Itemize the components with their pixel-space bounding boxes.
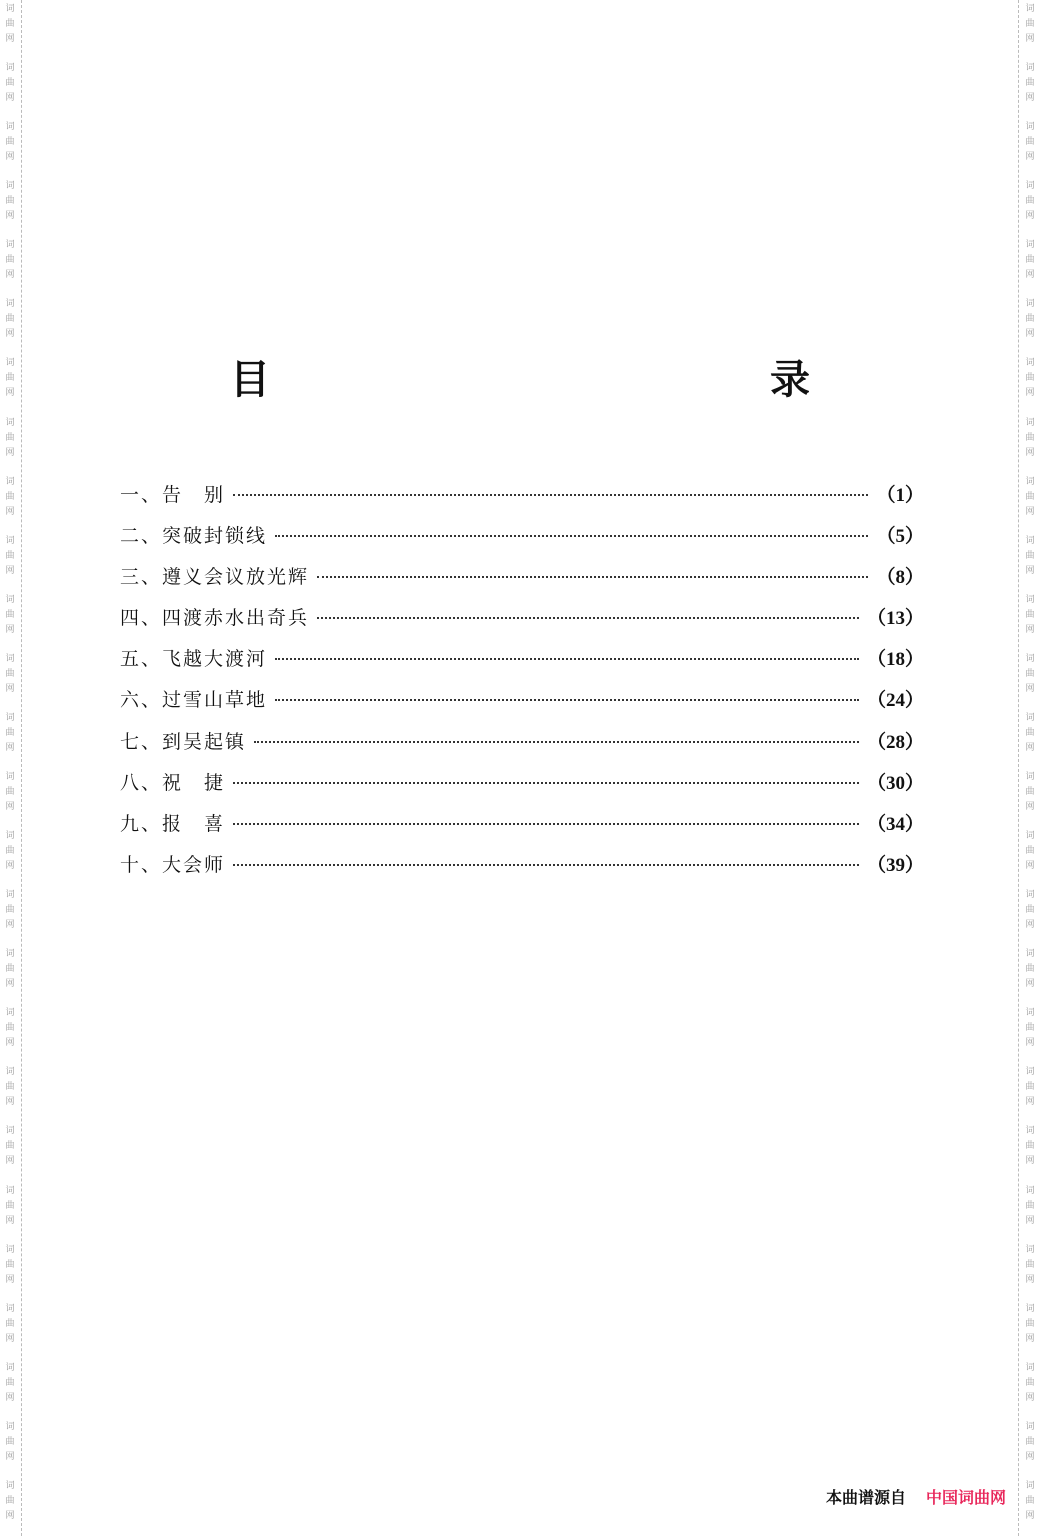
watermark-char: 词	[1025, 1244, 1035, 1255]
watermark-char: 词	[5, 1126, 15, 1137]
watermark-char: 曲	[1025, 1141, 1035, 1152]
watermark-char: 网	[5, 34, 15, 44]
watermark-group	[5, 768, 14, 827]
watermark-char: 词	[1025, 1185, 1035, 1196]
toc-entry[interactable]	[120, 644, 924, 685]
watermark-char: 曲	[1025, 255, 1035, 266]
toc-entry-label: 五、飞越大渡河	[120, 648, 268, 671]
watermark-char: 网	[1025, 979, 1035, 990]
watermark-char: 曲	[5, 1082, 15, 1093]
watermark-char: 词	[5, 1008, 15, 1019]
watermark-group	[1025, 1063, 1034, 1122]
watermark-char: 网	[1025, 1156, 1035, 1167]
watermark-char: 网	[5, 1333, 15, 1344]
watermark-char: 词	[5, 417, 15, 428]
watermark-char: 网	[5, 861, 15, 872]
watermark-char: 曲	[5, 137, 15, 148]
toc-entry-label: 三、遵义会议放光辉	[120, 566, 310, 589]
watermark-group	[1025, 473, 1034, 532]
watermark-group	[1025, 1122, 1034, 1181]
watermark-char: 曲	[5, 19, 15, 29]
left-margin-line	[21, 0, 22, 1536]
toc-entry-label: 八、祝 捷	[120, 771, 226, 794]
watermark-char: 网	[5, 979, 15, 990]
watermark-char: 网	[5, 506, 15, 517]
watermark-char: 词	[1025, 831, 1035, 842]
watermark-group	[1025, 827, 1034, 886]
watermark-char: 网	[1025, 1510, 1035, 1521]
watermark-char: 曲	[1025, 19, 1035, 29]
watermark-char: 曲	[5, 846, 15, 857]
watermark-group	[5, 0, 14, 59]
watermark-char: 网	[5, 152, 15, 163]
watermark-char: 曲	[1025, 314, 1035, 325]
toc-entry[interactable]	[120, 809, 924, 850]
watermark-char: 曲	[5, 787, 15, 798]
watermark-char: 词	[1025, 712, 1035, 723]
watermark-char: 词	[5, 653, 15, 664]
watermark-char: 网	[5, 211, 15, 222]
watermark-group	[1025, 295, 1034, 354]
watermark-char: 曲	[1025, 905, 1035, 916]
watermark-char: 网	[1025, 93, 1035, 104]
watermark-char: 曲	[1025, 1495, 1035, 1506]
watermark-char: 词	[5, 772, 15, 783]
left-watermark-strip	[2, 0, 18, 1536]
watermark-char: 曲	[1025, 1082, 1035, 1093]
toc-dot-leader	[233, 823, 859, 825]
watermark-char: 曲	[5, 432, 15, 443]
toc-entry[interactable]	[120, 480, 924, 521]
watermark-group	[1025, 886, 1034, 945]
watermark-char: 词	[5, 831, 15, 842]
watermark-char: 词	[1025, 890, 1035, 901]
watermark-char: 曲	[5, 1495, 15, 1506]
watermark-char: 网	[5, 1510, 15, 1521]
watermark-char: 曲	[5, 1377, 15, 1388]
watermark-group	[5, 1122, 14, 1181]
watermark-char: 词	[5, 594, 15, 605]
watermark-char: 曲	[1025, 1259, 1035, 1270]
watermark-char: 网	[1025, 742, 1035, 753]
watermark-char: 网	[1025, 861, 1035, 872]
watermark-char: 词	[1025, 240, 1035, 251]
watermark-char: 网	[5, 565, 15, 576]
watermark-char: 曲	[5, 1318, 15, 1329]
watermark-group	[1025, 0, 1034, 59]
toc-entry-page: （5）	[876, 526, 924, 548]
watermark-char: 网	[1025, 270, 1035, 281]
watermark-char: 曲	[5, 1259, 15, 1270]
watermark-group	[5, 236, 14, 295]
footer-prefix: 本曲谱源自	[825, 1488, 906, 1507]
watermark-char: 网	[1025, 388, 1035, 399]
watermark-char: 网	[1025, 1451, 1035, 1462]
watermark-char: 曲	[1025, 668, 1035, 679]
watermark-char: 词	[5, 712, 15, 723]
watermark-char: 网	[1025, 565, 1035, 576]
watermark-char: 词	[5, 476, 15, 487]
toc-entry[interactable]	[120, 727, 924, 768]
watermark-char: 词	[5, 1244, 15, 1255]
watermark-group	[1025, 1359, 1034, 1418]
watermark-char: 曲	[1025, 1377, 1035, 1388]
toc-entry-page: （8）	[876, 567, 924, 589]
watermark-group	[1025, 1300, 1034, 1359]
watermark-char: 曲	[5, 1141, 15, 1152]
watermark-group	[1025, 1004, 1034, 1063]
watermark-group	[5, 591, 14, 650]
watermark-char: 词	[1025, 476, 1035, 487]
toc-entry-page: （34）	[866, 813, 924, 835]
toc-entry[interactable]	[120, 850, 924, 891]
watermark-group	[5, 59, 14, 118]
watermark-group	[1025, 414, 1034, 473]
watermark-char: 词	[5, 1303, 15, 1314]
toc-entry-label: 二、突破封锁线	[120, 525, 268, 548]
toc-entry-page: （30）	[866, 772, 924, 794]
watermark-char: 词	[1025, 1067, 1035, 1078]
watermark-group	[1025, 650, 1034, 709]
watermark-group	[5, 1300, 14, 1359]
watermark-char: 曲	[5, 1436, 15, 1447]
watermark-group	[5, 945, 14, 1004]
watermark-char: 曲	[1025, 787, 1035, 798]
watermark-char: 曲	[1025, 432, 1035, 443]
toc-entry-page: （28）	[866, 731, 924, 753]
watermark-char: 词	[1025, 1480, 1035, 1491]
watermark-group	[5, 473, 14, 532]
watermark-char: 网	[1025, 624, 1035, 635]
watermark-group	[5, 1477, 14, 1536]
toc-entry-page: （13）	[866, 608, 924, 630]
watermark-char: 曲	[1025, 1436, 1035, 1447]
watermark-group	[5, 1241, 14, 1300]
watermark-char: 网	[1025, 1333, 1035, 1344]
toc-dot-leader	[317, 576, 868, 578]
watermark-char: 网	[1025, 802, 1035, 813]
watermark-char: 词	[1025, 772, 1035, 783]
watermark-char: 词	[1025, 4, 1035, 14]
watermark-group	[1025, 591, 1034, 650]
watermark-char: 网	[5, 93, 15, 104]
watermark-char: 词	[5, 890, 15, 901]
watermark-char: 曲	[1025, 609, 1035, 620]
watermark-char: 词	[1025, 1362, 1035, 1373]
watermark-char: 词	[1025, 653, 1035, 664]
watermark-group	[1025, 177, 1034, 236]
watermark-group	[5, 177, 14, 236]
watermark-group	[1025, 1182, 1034, 1241]
watermark-char: 曲	[1025, 491, 1035, 502]
toc-entry[interactable]	[120, 768, 924, 809]
watermark-char: 曲	[1025, 727, 1035, 738]
watermark-char: 曲	[5, 196, 15, 207]
watermark-char: 词	[5, 535, 15, 546]
watermark-group	[5, 709, 14, 768]
watermark-char: 词	[5, 949, 15, 960]
watermark-group	[1025, 236, 1034, 295]
watermark-group	[1025, 1477, 1034, 1536]
watermark-char: 曲	[1025, 846, 1035, 857]
watermark-char: 词	[5, 1067, 15, 1078]
watermark-char: 词	[5, 181, 15, 192]
toc-dot-leader	[233, 494, 868, 496]
watermark-group	[5, 295, 14, 354]
watermark-char: 曲	[1025, 78, 1035, 89]
watermark-char: 曲	[1025, 1023, 1035, 1034]
watermark-group	[5, 1063, 14, 1122]
watermark-char: 词	[5, 299, 15, 310]
toc-entry[interactable]	[120, 521, 924, 562]
watermark-char: 网	[1025, 1215, 1035, 1226]
watermark-char: 词	[5, 4, 15, 14]
watermark-char: 网	[5, 1215, 15, 1226]
page-title: 目 录	[230, 357, 950, 403]
watermark-group	[1025, 118, 1034, 177]
watermark-char: 词	[5, 358, 15, 369]
toc-entry-page: （24）	[866, 690, 924, 712]
watermark-char: 网	[1025, 920, 1035, 931]
toc-entry-page: （1）	[876, 485, 924, 506]
watermark-char: 曲	[1025, 550, 1035, 561]
watermark-char: 曲	[1025, 137, 1035, 148]
watermark-group	[5, 827, 14, 886]
watermark-char: 词	[1025, 122, 1035, 133]
watermark-char: 词	[1025, 1303, 1035, 1314]
watermark-char: 网	[5, 742, 15, 753]
watermark-char: 网	[5, 1451, 15, 1462]
watermark-group	[5, 1418, 14, 1477]
watermark-char: 词	[1025, 1008, 1035, 1019]
watermark-char: 曲	[5, 668, 15, 679]
watermark-char: 词	[1025, 358, 1035, 369]
toc-entry-label: 十、大会师	[120, 853, 226, 876]
watermark-char: 曲	[5, 727, 15, 738]
watermark-group	[5, 1359, 14, 1418]
watermark-char: 网	[5, 329, 15, 340]
watermark-char: 词	[1025, 181, 1035, 192]
watermark-char: 词	[1025, 1126, 1035, 1137]
watermark-char: 网	[5, 920, 15, 931]
toc-entry-label: 一、告 别	[120, 484, 226, 506]
watermark-char: 网	[5, 1392, 15, 1403]
watermark-char: 网	[1025, 447, 1035, 458]
toc-entry-label: 七、到吴起镇	[120, 730, 247, 753]
watermark-group	[5, 650, 14, 709]
watermark-char: 曲	[1025, 373, 1035, 384]
toc-entry[interactable]	[120, 685, 924, 726]
toc-entry-page: （18）	[866, 649, 924, 671]
watermark-char: 词	[5, 63, 15, 74]
watermark-group	[5, 532, 14, 591]
watermark-char: 曲	[5, 78, 15, 89]
toc-dot-leader	[233, 864, 859, 866]
watermark-char: 词	[5, 1362, 15, 1373]
watermark-group	[5, 1004, 14, 1063]
toc-dot-leader	[275, 535, 868, 537]
toc-dot-leader	[254, 741, 859, 743]
watermark-group	[1025, 59, 1034, 118]
toc-entry-label: 四、四渡赤水出奇兵	[120, 607, 310, 630]
toc-entry[interactable]	[120, 603, 924, 644]
table-of-contents	[120, 480, 924, 891]
watermark-char: 词	[1025, 535, 1035, 546]
watermark-char: 曲	[5, 550, 15, 561]
watermark-char: 曲	[5, 1200, 15, 1211]
toc-entry[interactable]	[120, 562, 924, 603]
watermark-char: 网	[5, 1274, 15, 1285]
watermark-char: 曲	[5, 255, 15, 266]
watermark-char: 网	[5, 1097, 15, 1108]
watermark-char: 网	[1025, 1097, 1035, 1108]
watermark-char: 网	[1025, 506, 1035, 517]
watermark-char: 网	[5, 270, 15, 281]
watermark-group	[1025, 1418, 1034, 1477]
watermark-char: 词	[1025, 594, 1035, 605]
watermark-char: 词	[1025, 417, 1035, 428]
toc-entry-label: 六、过雪山草地	[120, 689, 268, 712]
watermark-char: 词	[1025, 1421, 1035, 1432]
toc-dot-leader	[233, 782, 859, 784]
watermark-char: 词	[5, 240, 15, 251]
watermark-char: 曲	[5, 314, 15, 325]
watermark-char: 曲	[5, 491, 15, 502]
watermark-char: 网	[5, 802, 15, 813]
footer-site-link[interactable]: 中国词曲网	[925, 1488, 1006, 1507]
watermark-char: 词	[5, 1185, 15, 1196]
watermark-char: 词	[5, 1480, 15, 1491]
watermark-char: 曲	[5, 964, 15, 975]
watermark-char: 网	[1025, 34, 1035, 44]
watermark-char: 曲	[5, 905, 15, 916]
watermark-char: 网	[1025, 1274, 1035, 1285]
toc-entry-page: （39）	[866, 854, 924, 876]
watermark-char: 网	[5, 388, 15, 399]
watermark-char: 曲	[5, 1023, 15, 1034]
watermark-char: 网	[1025, 211, 1035, 222]
watermark-group	[5, 886, 14, 945]
watermark-char: 曲	[5, 609, 15, 620]
watermark-char: 网	[1025, 329, 1035, 340]
watermark-char: 网	[1025, 683, 1035, 694]
watermark-group	[1025, 1241, 1034, 1300]
watermark-group	[1025, 945, 1034, 1004]
watermark-char: 词	[1025, 949, 1035, 960]
watermark-char: 网	[5, 1156, 15, 1167]
watermark-char: 曲	[1025, 1318, 1035, 1329]
watermark-char: 曲	[1025, 196, 1035, 207]
watermark-group	[5, 118, 14, 177]
watermark-char: 网	[5, 1038, 15, 1049]
watermark-char: 曲	[1025, 1200, 1035, 1211]
watermark-char: 词	[5, 1421, 15, 1432]
watermark-char: 网	[5, 683, 15, 694]
watermark-group	[5, 414, 14, 473]
watermark-char: 网	[5, 624, 15, 635]
watermark-char: 曲	[5, 373, 15, 384]
right-margin-line	[1018, 0, 1019, 1536]
toc-dot-leader	[275, 658, 859, 660]
toc-dot-leader	[317, 617, 859, 619]
right-watermark-strip	[1022, 0, 1038, 1536]
watermark-group	[1025, 709, 1034, 768]
watermark-group	[5, 1182, 14, 1241]
watermark-char: 网	[1025, 1392, 1035, 1403]
watermark-char: 网	[5, 447, 15, 458]
watermark-char: 曲	[1025, 964, 1035, 975]
footer-source	[826, 1485, 1006, 1508]
watermark-group	[1025, 768, 1034, 827]
watermark-char: 词	[1025, 63, 1035, 74]
watermark-char: 网	[1025, 1038, 1035, 1049]
watermark-char: 词	[1025, 299, 1035, 310]
watermark-group	[1025, 532, 1034, 591]
watermark-char: 网	[1025, 152, 1035, 163]
toc-dot-leader	[275, 699, 859, 701]
watermark-char: 词	[5, 122, 15, 133]
toc-entry-label: 九、报 喜	[120, 812, 226, 835]
